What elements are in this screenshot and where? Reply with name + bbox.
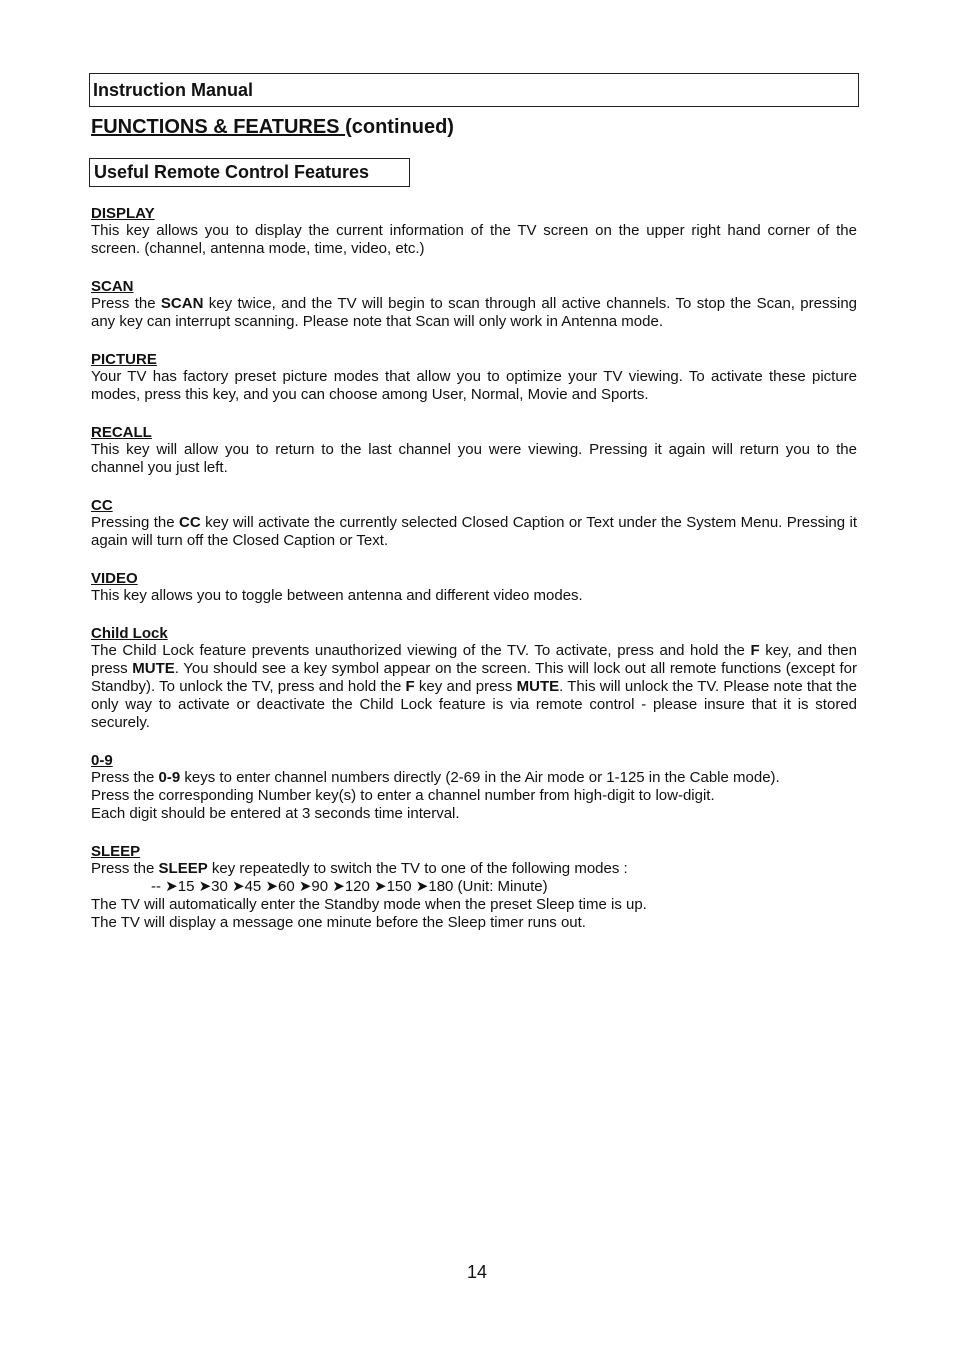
section-cc <box>91 497 857 550</box>
section-digits <box>91 752 857 823</box>
display-text: This key allows you to display the current information of the TV screen on the upper right hand corner of the screen. (channel, antenna mode, time, video, etc.) <box>91 222 857 257</box>
cc-text-1: Pressing the <box>91 514 180 531</box>
digits-key: 0-9 <box>158 769 181 786</box>
header-box <box>89 73 859 107</box>
sleep-line-3: The TV will automatically enter the Standby mode when the preset Sleep time is up. <box>91 896 647 913</box>
header-title: Instruction Manual <box>93 80 254 100</box>
child-lock-text <box>91 642 857 732</box>
cc-key: CC <box>179 514 201 531</box>
digits-text <box>91 769 857 787</box>
section-sleep <box>91 843 857 932</box>
child-lock-key-mute: MUTE <box>132 660 175 677</box>
digits-line-3: Each digit should be entered at 3 seconds time interval. <box>91 805 460 822</box>
cc-text <box>91 514 857 550</box>
page-number: 14 <box>466 1262 488 1282</box>
scan-text-2: key twice, and the TV will begin to scan through all active channels. To stop the Scan, pressing any key can interrupt scanning. Please note that Scan will only work in Antenna mode. <box>91 295 858 330</box>
recall-heading: RECALL <box>91 424 152 441</box>
digits-heading: 0-9 <box>91 752 113 769</box>
section-display <box>91 205 857 258</box>
section-scan <box>91 278 857 331</box>
video-heading: VIDEO <box>91 570 138 587</box>
digits-text-1: Press the <box>91 769 159 786</box>
content <box>91 205 857 952</box>
child-lock-text-3: . You should see a key symbol appear on the screen. This will lock out all remote functions (except for Standby). To unlock the TV, press and hold the <box>91 660 857 695</box>
section-picture <box>91 351 857 404</box>
section-title <box>91 116 454 139</box>
sleep-sequence: -- ➤15 ➤30 ➤45 ➤60 ➤90 ➤120 ➤150 ➤180 (Unit: Minute) <box>151 878 548 895</box>
sleep-key: SLEEP <box>158 860 208 877</box>
subheading: Useful Remote Control Features <box>94 162 370 182</box>
scan-text-1: Press the <box>91 295 161 312</box>
video-text: This key allows you to toggle between antenna and different video modes. <box>91 587 583 604</box>
section-title-main: FUNCTIONS & FEATURES <box>91 116 346 138</box>
section-title-suffix: (continued) <box>345 116 454 138</box>
section-child-lock <box>91 625 857 732</box>
child-lock-text-1: The Child Lock feature prevents unauthorized viewing of the TV. To activate, press and hold the <box>91 642 751 659</box>
child-lock-text-2: key, and then press <box>91 642 857 677</box>
child-lock-key-mute-2: MUTE <box>516 678 560 695</box>
cc-text-2: key will activate the currently selected Closed Caption or Text under the System Menu. Pressing it again will turn off the Closed Caption or Text. <box>91 514 858 549</box>
digits-line-2: Press the corresponding Number key(s) to enter a channel number from high-digit to low-digit. <box>91 787 715 804</box>
scan-text <box>91 295 857 331</box>
child-lock-key-f-2: F <box>405 678 415 695</box>
section-recall <box>91 424 857 477</box>
sleep-text-2: key repeatedly to switch the TV to one of the following modes : <box>207 860 628 877</box>
cc-heading: CC <box>91 497 113 514</box>
sleep-text <box>91 860 857 878</box>
child-lock-key-f: F <box>750 642 760 659</box>
child-lock-text-4: key and press <box>414 678 517 695</box>
picture-heading: PICTURE <box>91 351 157 368</box>
child-lock-heading: Child Lock <box>91 625 168 642</box>
sleep-heading: SLEEP <box>91 843 141 860</box>
digits-text-2: keys to enter channel numbers directly (2-69 in the Air mode or 1-125 in the Cable mode). <box>180 769 780 786</box>
sleep-text-1: Press the <box>91 860 159 877</box>
subheading-box <box>89 158 410 187</box>
child-lock-text-5: . This will unlock the TV. Please note that the only way to activate or deactivate the Child Lock feature is via remote control - please insure that it is stored securely. <box>91 678 857 731</box>
display-heading: DISPLAY <box>91 205 155 222</box>
sleep-line-4: The TV will display a message one minute before the Sleep timer runs out. <box>91 914 586 931</box>
picture-text: Your TV has factory preset picture modes that allow you to optimize your TV viewing. To activate these picture modes, press this key, and you can choose among User, Normal, Movie and Sports. <box>91 368 857 403</box>
section-video <box>91 570 857 605</box>
recall-text: This key will allow you to return to the last channel you were viewing. Pressing it again will return you to the channel you just left. <box>91 441 857 476</box>
scan-key: SCAN <box>160 295 204 312</box>
scan-heading: SCAN <box>91 278 134 295</box>
